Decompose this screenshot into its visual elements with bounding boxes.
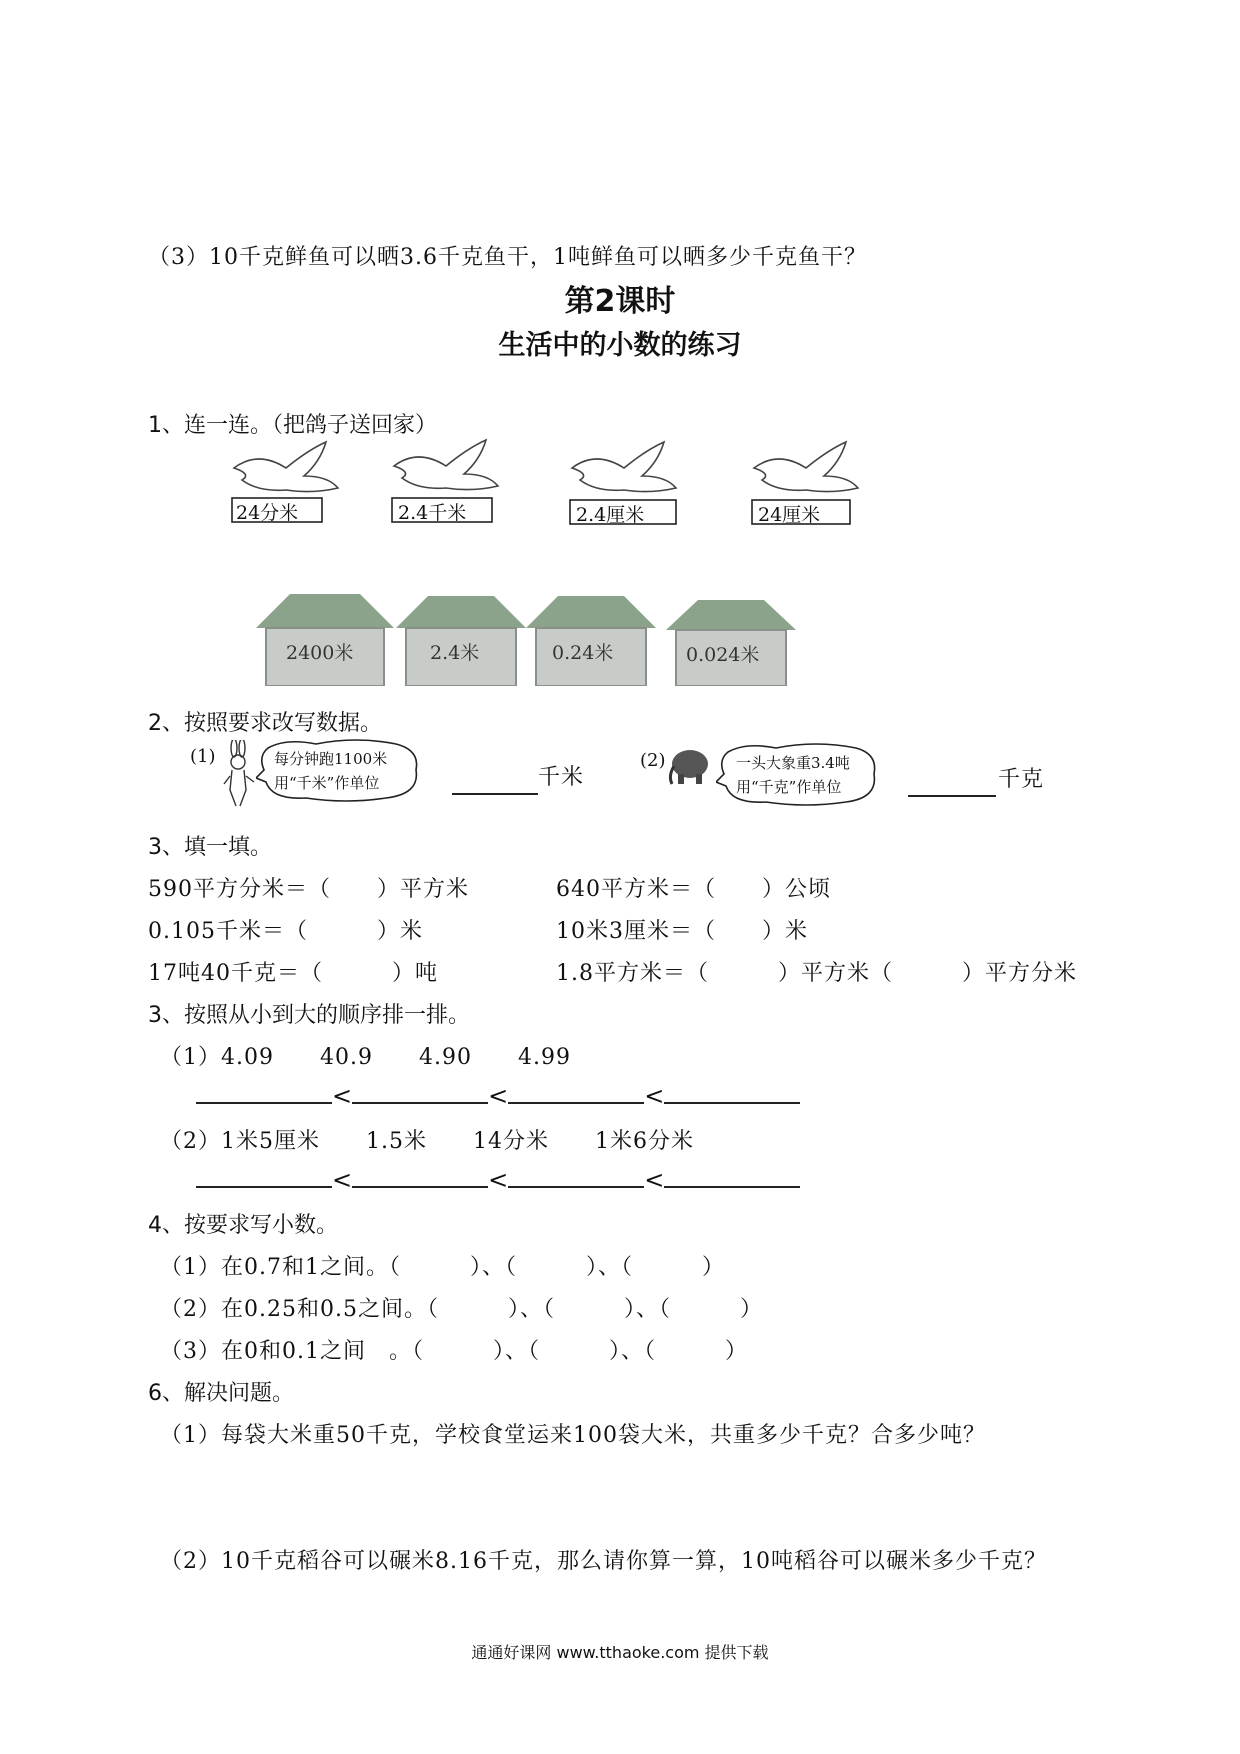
house-1-label: 2400米 [286, 642, 354, 664]
house-2-label: 2.4米 [430, 642, 480, 664]
q4-group2-numbers: （2）1米5厘米 1.5米 14分米 1米6分米 [160, 1129, 694, 1154]
q6-item-1: （1）每袋大米重50千克，学校食堂运来100袋大米，共重多少千克？合多少吨？ [160, 1423, 986, 1448]
bubble-1-line2: 用“千米”作单位 [274, 774, 380, 792]
q2-answer-blank-2[interactable] [908, 782, 996, 801]
q3-row2-left: 0.105千米＝（ ）米 [148, 919, 423, 944]
rabbit-icon [222, 740, 256, 812]
q4-group1-numbers: （1）4.09 40.9 4.90 4.99 [160, 1045, 571, 1070]
bird-4-label: 24厘米 [758, 504, 821, 526]
q3-row2-right: 10米3厘米＝（ ）米 [556, 919, 808, 944]
house-4-label: 0.024米 [686, 644, 760, 666]
bird-3 [566, 440, 686, 534]
bird-1-label: 24分米 [236, 502, 299, 524]
q6-item-2: （2）10千克稻谷可以碾米8.16千克，那么请你算一算，10吨稻谷可以碾米多少千克？ [160, 1549, 1047, 1574]
bird-4 [748, 440, 868, 534]
less-than-sign: < [332, 1166, 353, 1194]
less-than-sign: < [644, 1082, 665, 1110]
q2-item-1-num: (1) [190, 746, 216, 767]
q2-item-2-num: (2) [640, 750, 666, 771]
q3-row1-left: 590平方分米＝（ ）平方米 [148, 877, 469, 902]
bird-3-label: 2.4厘米 [576, 504, 645, 526]
house-3 [526, 596, 656, 686]
q5-heading: 4、按要求写小数。 [148, 1213, 338, 1238]
q3-row3-left: 17吨40千克＝（ ）吨 [148, 961, 438, 986]
q6-heading: 6、解决问题。 [148, 1381, 294, 1406]
elephant-icon [668, 746, 712, 790]
previous-question: （3）10千克鲜鱼可以晒3.6千克鱼干，1吨鲜鱼可以晒多少千克鱼干？ [148, 245, 867, 270]
q4-group1-blanks[interactable] [196, 1082, 800, 1110]
bird-2-label: 2.4千米 [398, 502, 467, 524]
lesson-title: 第2课时 [564, 284, 676, 319]
bubble-1-line1: 每分钟跑1100米 [274, 750, 388, 768]
q3-heading: 3、填一填。 [148, 835, 272, 860]
q2-unit-2: 千克 [998, 767, 1045, 792]
q2-heading: 2、按照要求改写数据。 [148, 711, 382, 736]
less-than-sign: < [644, 1166, 665, 1194]
footer: 通通好课网 www.tthaoke.com 提供下载 [471, 1643, 769, 1662]
lesson-subtitle: 生活中的小数的练习 [498, 330, 742, 361]
bubble-2-line1: 一头大象重3.4吨 [736, 754, 850, 772]
less-than-sign: < [488, 1082, 509, 1110]
q5-item-3: （3）在0和0.1之间 。（ ）、（ ）、（ ） [160, 1339, 748, 1364]
q4-group2-blanks[interactable] [196, 1166, 800, 1194]
speech-bubble-2 [716, 742, 880, 808]
less-than-sign: < [488, 1166, 509, 1194]
bird-2 [388, 438, 508, 532]
house-2 [396, 596, 526, 686]
q2-answer-blank-1[interactable] [452, 780, 538, 799]
q5-item-1: （1）在0.7和1之间。（ ）、（ ）、（ ） [160, 1255, 725, 1280]
q1-heading: 1、连一连。（把鸽子送回家） [148, 413, 437, 438]
q5-item-2: （2）在0.25和0.5之间。（ ）、（ ）、（ ） [160, 1297, 763, 1322]
q4-heading: 3、按照从小到大的顺序排一排。 [148, 1003, 470, 1028]
house-1 [256, 594, 394, 686]
bird-1 [228, 440, 348, 534]
q2-unit-1: 千米 [538, 765, 585, 790]
house-4 [666, 600, 796, 686]
less-than-sign: < [332, 1082, 353, 1110]
house-3-label: 0.24米 [552, 642, 614, 664]
q3-row1-right: 640平方米＝（ ）公顷 [556, 877, 831, 902]
bubble-2-line2: 用“千克”作单位 [736, 778, 842, 796]
speech-bubble-1 [256, 738, 422, 804]
q3-row3-right: 1.8平方米＝（ ）平方米（ ）平方分米 [556, 961, 1077, 986]
